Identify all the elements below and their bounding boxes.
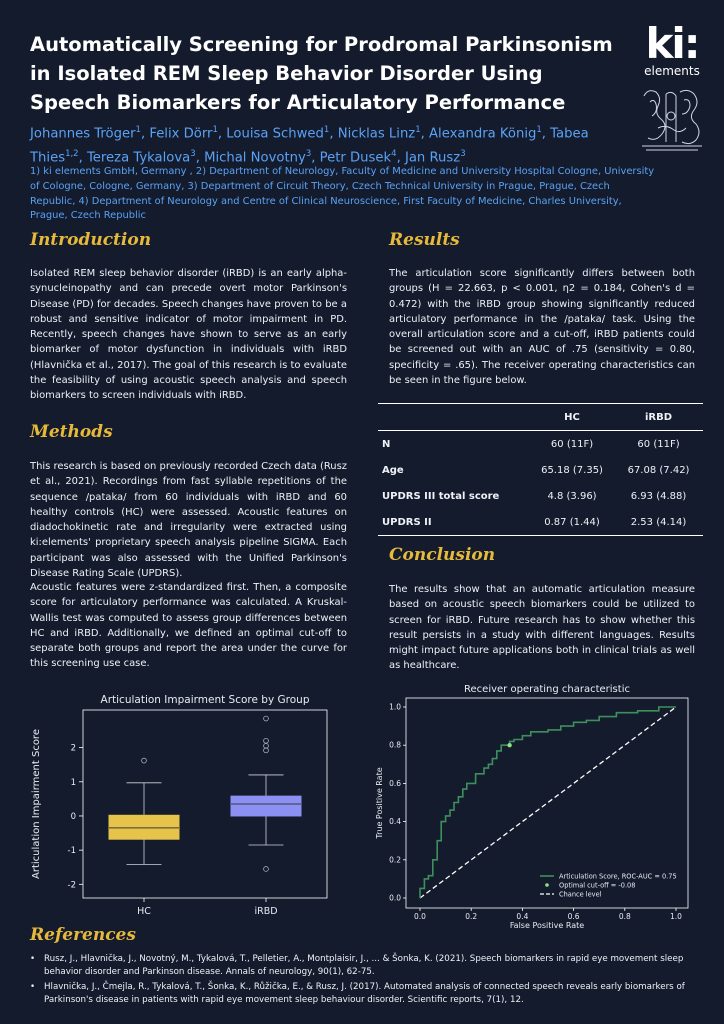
author-list: Johannes Tröger$^1$, Felix Dörr$^1$, Louisa Schwed$^1$, Nicklas Linz$^1$, Alexandra König$^1$, Tabea Thies$^{1,2}$, Tereza Tykalova$^3$, Michal Novotny$^3$, Petr Dusek$^4$, Jan Rusz$^3$ xyxy=(30,125,589,166)
title-line: Speech Biomarkers for Articulatory Performance xyxy=(30,91,566,114)
table-header-row xyxy=(378,404,703,431)
outlier-point xyxy=(264,867,269,872)
table-row xyxy=(378,431,703,458)
author-name: Alexandra König xyxy=(429,126,537,142)
cell-irbd: 67.08 (7.42) xyxy=(627,464,690,476)
cutoff-point xyxy=(507,743,511,747)
author-name: Felix Dörr xyxy=(149,126,213,142)
y-tick-label: 0.8 xyxy=(389,740,401,750)
affiliations: 1) ki elements GmbH, Germany , 2) Department of Neurology, Faculty of Medicine and University Hospital Cologne, University of Cologne, Cologne, Germany, 3) Department of Circuit Theory, Czech Technical University in Prague, Prague, Czech Republic, 4) Department of Neurology and Centre of Clinical Neuroscience, First Faculty of Medicine, Charles University, Prague, Czech Republic xyxy=(30,166,655,222)
results-heading: Results xyxy=(389,230,460,250)
x-tick-label: 0.8 xyxy=(618,912,631,921)
y-tick-label: 0.2 xyxy=(389,855,401,865)
y-tick-label: 0.0 xyxy=(389,893,401,903)
cell-hc: 0.87 (1.44) xyxy=(544,516,600,528)
legend-roc-label: Articulation Score, ROC-AUC = 0.75 xyxy=(559,872,677,881)
author-affiliation-mark: 1 xyxy=(212,125,218,135)
author-name: Nicklas Linz xyxy=(337,126,416,142)
table-row xyxy=(378,483,703,509)
x-tick-label: 0.2 xyxy=(465,912,478,921)
cell-hc: 4.8 (3.96) xyxy=(547,490,597,502)
y-axis-label: Articulation Impairment Score xyxy=(31,729,42,879)
poster-title xyxy=(30,30,613,117)
author-name: Tabea Thies xyxy=(30,126,589,166)
cell-hc: 65.18 (7.35) xyxy=(541,464,603,476)
y-tick-label: 1.0 xyxy=(389,702,401,712)
outlier-point xyxy=(264,716,269,721)
conclusion-heading: Conclusion xyxy=(389,545,496,565)
y-axis-label: True Positive Rate xyxy=(375,767,384,839)
author-affiliation-mark: 3 xyxy=(190,149,196,160)
legend-cutoff-swatch xyxy=(545,883,549,887)
cell-irbd: 6.93 (4.88) xyxy=(630,490,687,502)
legend-chance-label: Chance level xyxy=(559,890,602,899)
y-tick-label: -1 xyxy=(67,846,76,857)
x-tick-label: 1.0 xyxy=(670,912,682,921)
reference-item xyxy=(30,981,695,1007)
outlier-point xyxy=(264,738,269,743)
methods-text-1: This research is based on previously recorded Czech data (Rusz et al., 2021). Recordings from fast syllable repetitions of the sequence /pataka/ from 60 individuals with iRBD and 60 healthy controls (HC) were assessed. Acoustic features on diadochokinetic rate and irregularity were extracted using ki:elements' proprietary speech analysis pipeline SIGMA. Each participant was also assessed with the Unified Parkinson's Disease Rating Scale (UPDRS). xyxy=(30,461,347,580)
outlier-point xyxy=(142,758,147,763)
author-affiliation-mark: 1 xyxy=(135,125,141,135)
box-hc xyxy=(109,815,179,839)
y-tick-label: 0.6 xyxy=(389,778,401,788)
table-header-cell xyxy=(378,404,530,431)
cell-irbd: 60 (11F) xyxy=(637,438,680,450)
methods-text-2: Acoustic features were z-standardized first. Then, a composite score for articulatory performance was calculated. A Kruskal-Wallis test was computed to assess group differences between HC and iRBD. Additionally, we defined an optimal cut-off to separate both groups and report the area under the curve for this screening use case. xyxy=(30,582,347,670)
author-affiliation-mark: 1 xyxy=(323,125,330,135)
cell-irbd: 2.53 (4.14) xyxy=(630,516,687,528)
reference-text: Rusz, J., Hlavnička, J., Novotný, M., Tykalová, T., Pelletier, A., Montplaisir, J., ... & Šonka, K. (2021). Speech biomarkers in rapid eye movement sleep behavior disorder and Parkinson disease. Annals of neurology, 90(1), 62-75. xyxy=(44,954,684,977)
x-tick-label: 0.6 xyxy=(567,912,580,921)
conclusion-text: The results show that an automatic articulation measure based on acoustic speech biomarkers could be utilized to screen for iRBD. Future research has to show whether this result persists in a study with different languages. Results might impact future applications both in clinical trials as well as healthcare. xyxy=(389,584,695,672)
y-tick-label: 0 xyxy=(70,811,76,822)
bullet: • xyxy=(30,954,36,964)
university-seal-icon xyxy=(636,84,708,154)
table-header-cell: iRBD xyxy=(644,411,673,423)
author-affiliation-mark: 3 xyxy=(460,149,466,160)
author-name: Jan Rusz xyxy=(404,150,461,166)
row-label: UPDRS II xyxy=(382,516,432,528)
x-tick-label: HC xyxy=(137,906,151,917)
ki-elements-logo xyxy=(632,19,712,152)
chart-title: Receiver operating characteristic xyxy=(464,684,630,695)
logo-subtext: elements xyxy=(644,64,700,78)
row-label: N xyxy=(382,438,391,450)
author-affiliation-mark: 3 xyxy=(305,149,312,160)
y-tick-label: 0.4 xyxy=(389,817,401,827)
demographics-table xyxy=(378,403,703,536)
row-label: Age xyxy=(382,464,404,476)
title-line: Automatically Screening for Prodromal Parkinsonism xyxy=(30,33,613,56)
author-affiliation-mark: 1,2 xyxy=(65,149,79,160)
references-heading: References xyxy=(30,925,136,945)
y-tick-label: -2 xyxy=(67,880,76,891)
row-label: UPDRS III total score xyxy=(382,490,500,502)
table-header-cell: HC xyxy=(564,411,580,423)
x-tick-label: iRBD xyxy=(254,906,278,917)
author-affiliation-mark: 4 xyxy=(391,149,397,160)
title-line: in Isolated REM Sleep Behavior Disorder Using xyxy=(30,62,543,85)
cell-hc: 60 (11F) xyxy=(550,438,594,450)
legend-cutoff-label: Optimal cut-off = -0.08 xyxy=(559,881,636,890)
author-name: Louisa Schwed xyxy=(226,126,324,142)
reference-text: Hlavnička, J., Čmejla, R., Tykalová, T., Šonka, K., Růžička, E., & Rusz, J. (2017). Automated analysis of connected speech reveals early biomarkers of Parkinson's disease in patients with rapid eye movement sleep behaviour disorder. Scientific reports, 7(1), 12. xyxy=(44,982,685,1005)
author-affiliation-mark: 1 xyxy=(415,125,421,135)
author-name: Petr Dusek xyxy=(319,150,392,166)
logo-wordmark: ki: xyxy=(645,19,699,68)
reference-list xyxy=(30,953,695,1007)
boxplot-chart xyxy=(25,688,355,918)
x-tick-label: 0.0 xyxy=(414,912,426,921)
author-name: Michal Novotny xyxy=(204,150,306,166)
author-name: Johannes Tröger xyxy=(30,126,136,142)
y-tick-label: 2 xyxy=(70,743,76,754)
x-tick-label: 0.4 xyxy=(516,912,529,921)
x-axis-label: False Positive Rate xyxy=(509,921,585,930)
roc-chart xyxy=(368,680,708,930)
bullet: • xyxy=(30,982,36,992)
table-row xyxy=(378,509,703,536)
chart-title: Articulation Impairment Score by Group xyxy=(100,694,310,706)
methods-heading: Methods xyxy=(30,422,113,442)
reference-item xyxy=(30,953,695,979)
author-affiliation-mark: 1 xyxy=(536,125,542,135)
introduction-heading: Introduction xyxy=(30,230,152,250)
author-name: Tereza Tykalova xyxy=(86,150,191,166)
box-irbd xyxy=(231,796,301,816)
introduction-text: Isolated REM sleep behavior disorder (iRBD) is an early alpha-synucleinopathy and can precede overt motor Parkinson's Disease (PD) for decades. Speech changes have proven to be a robust and sensitive indicator of motor impairment in PD. Recently, speech changes have shown to serve as an early biomarker of motor dysfunction in individuals with iRBD (Hlavnička et al., 2017). The goal of this research is to evaluate the feasibility of using acoustic speech analysis and speech biomarkers to screen individuals with iRBD. xyxy=(30,268,347,402)
y-tick-label: 1 xyxy=(70,777,76,788)
table-row xyxy=(378,457,703,483)
results-text: The articulation score significantly differs between both groups (H = 22.663, p < 0.001, η2 = 0.184, Cohen's d = 0.472) with the iRBD group showing significantly reduced articulatory performance in the /pataka/ task. Using the overall articulation score and a cut-off, iRBD patients could be screened out with an AUC of .75 (sensitivity = 0.80, specificity = .65). The receiver operating characteristics can be seen in the figure below. xyxy=(389,268,695,387)
